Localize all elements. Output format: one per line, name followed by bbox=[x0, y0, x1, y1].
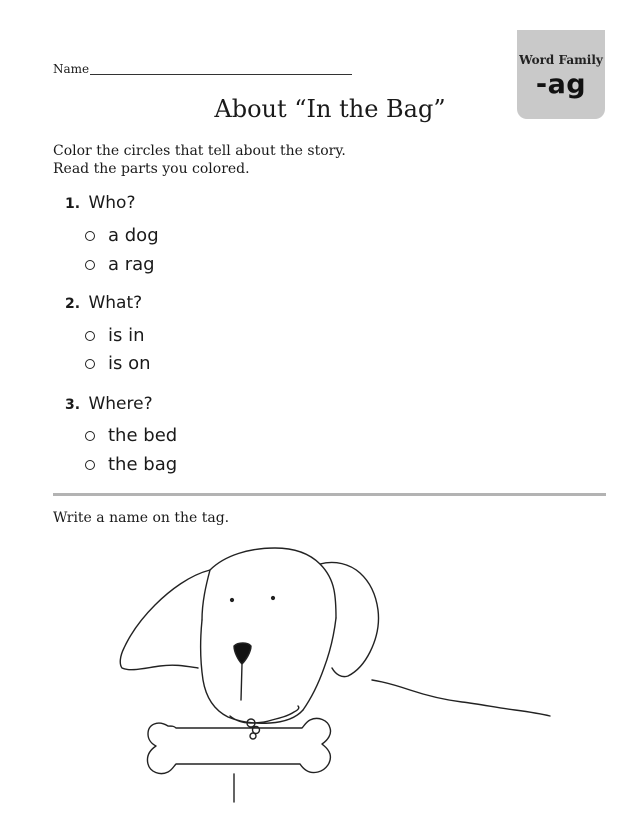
answer-circle-icon[interactable] bbox=[85, 431, 95, 441]
dog-right-eye bbox=[272, 597, 275, 600]
section-divider bbox=[53, 493, 606, 496]
option-label: a rag bbox=[108, 254, 155, 275]
option-label: the bed bbox=[108, 425, 178, 446]
name-writing-line[interactable] bbox=[90, 74, 352, 75]
question-text: Where? bbox=[88, 394, 153, 414]
dog-left-ear bbox=[120, 570, 210, 670]
question-text: Who? bbox=[88, 193, 136, 213]
question-text: What? bbox=[88, 293, 143, 313]
name-label: Name bbox=[53, 62, 90, 76]
question-2-option-2[interactable] bbox=[85, 353, 151, 374]
answer-circle-icon[interactable] bbox=[85, 460, 95, 470]
instruction-line-2: Read the parts you colored. bbox=[53, 161, 250, 177]
question-number: 2. bbox=[65, 296, 81, 312]
bone-tag bbox=[147, 718, 330, 773]
dog-nose bbox=[234, 643, 251, 664]
page-title: About “In the Bag” bbox=[214, 95, 446, 123]
dog-left-eye bbox=[231, 599, 234, 602]
question-number: 1. bbox=[65, 196, 81, 212]
answer-circle-icon[interactable] bbox=[85, 331, 95, 341]
answer-circle-icon[interactable] bbox=[85, 231, 95, 241]
dog-back-line bbox=[372, 680, 550, 716]
question-1-option-2[interactable] bbox=[85, 254, 155, 275]
dog-with-bone-tag-illustration bbox=[110, 540, 570, 810]
answer-circle-icon[interactable] bbox=[85, 260, 95, 270]
option-label: the bag bbox=[108, 454, 178, 475]
question-3-option-2[interactable] bbox=[85, 454, 177, 475]
question-2-option-1[interactable] bbox=[85, 325, 145, 346]
answer-circle-icon[interactable] bbox=[85, 359, 95, 369]
tag-instruction: Write a name on the tag. bbox=[53, 510, 230, 526]
question-2 bbox=[65, 293, 142, 313]
question-3 bbox=[65, 394, 153, 414]
question-1 bbox=[65, 193, 135, 213]
dog-head bbox=[210, 548, 336, 618]
word-family-label: Word Family bbox=[519, 53, 603, 67]
question-1-option-1[interactable] bbox=[85, 225, 159, 246]
option-label: a dog bbox=[108, 225, 159, 246]
word-family-value: -ag bbox=[535, 69, 587, 100]
option-label: is in bbox=[108, 325, 145, 346]
instruction-line-1: Color the circles that tell about the story. bbox=[53, 143, 346, 159]
dog-right-ear bbox=[320, 562, 379, 676]
option-label: is on bbox=[108, 353, 151, 374]
question-3-option-1[interactable] bbox=[85, 425, 177, 446]
question-number: 3. bbox=[65, 397, 81, 413]
